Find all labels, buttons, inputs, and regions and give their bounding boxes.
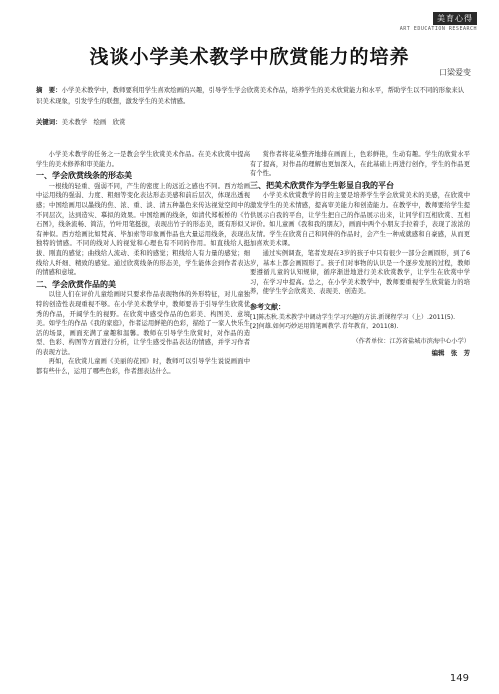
reference-item: [2]何雄.如何巧妙运用简笔画教学.青年教育，2011(8). [250,322,399,330]
abstract-label: 摘 要： [36,86,62,94]
section-subtitle: ART EDUCATION RESEARCH [399,26,477,32]
body-paragraph: 一根线的轻重、强弱不同，产生的密度上的远近之感也不同。西方绘画中运用线的强弱、力度、粗细等变化表达形态美感和前后层次，体现出透视感；中国绘画用以墨线的焦、浓、重、淡、清五种墨色来传达视觉空间中的不同层次，达到造实、摹拟的效果。中国绘画的线条，如清代郑板桥的《竹石图》，线条流畅、简洁，竹叶用笔挺拔，表现出竹子的形态美，既有形似又有神似。西方绘画比如梵高、毕加索等印象画作品也大量运用线条，表现出独特的情感。不同的线对人的视觉和心理也有不同的作用。如直线给人挺拔、刚直的感觉；曲线给人流动、柔和的感觉；粗线给人有力量的感觉；细线给人纤细、精致的感觉。通过欣赏线条的形态美，学生能体会到作者表达的情感和意境。 [36,182,250,277]
section-heading: 二、学会欣赏作品的美 [36,279,116,289]
body-paragraph: 通过实例调查，笔者发现在3岁的孩子中只有很少一部分会画圆形，到了6岁，基本上都会画圆形了。孩子们对事物的认识是一个逐步发展的过程，教师要遵循儿童的认知规律，循序渐进地进行美术欣赏教学，让学生在欣赏中学习，在学习中提高。总之，在小学美术教学中，教师要重视学生欣赏能力的培养，使学生学会欣赏美、表现美、创造美。 [250,249,470,296]
abstract-text: 小学美术教学中，教师要利用学生喜欢绘画的兴趣，引导学生学会欣赏美术作品，培养学生的美术欣赏能力和水平，帮助学生以不同的形象来认识美术现象，引发学生的联想，激发学生的美术情感。 [36,86,465,105]
author-affiliation: （作者单位：江苏省盐城市滨海中心小学） [352,337,470,345]
article-title: 浅谈小学美术教学中欣赏能力的培养 [89,46,410,68]
editor-credit: 编辑 张 芳 [431,349,470,358]
references-heading: 参考文献： [250,302,285,311]
body-paragraph: 小学美术欣赏教学的目的主要是培养学生学会欣赏美术的美感，在欣赏中激发学生的美术情感，提高审美能力和创造能力。在教学中，教师要给学生提供展示自我的平台，让学生把自己的作品展示出来，让同学们互相欣赏、互相评价。如儿童画《我和我的朋友》，画面中两个小朋友手拉着手，表现了浓浓的友情。学生在欣赏自己和同伴的作品时，会产生一种成就感和自豪感，从而更加喜欢美术课。 [250,192,470,248]
body-paragraph: 赏作者将花朵整齐地排在画面上，色彩鲜艳，生动有趣。学生的欣赏水平有了提高，对作品的理解也更加深入，在此基础上再进行创作，学生的作品更有个性。 [250,151,470,178]
section-tag: 美育心得 [433,12,477,25]
reference-item: [1]陈杰秋.美术教学中调动学生学习兴趣的方法.新课程学习（上）.2011(5). [250,313,456,321]
body-paragraph: 以往人们在评价儿童绘画时只要求作品表现物体的外形特征，对儿童独特的创造性表现重视不够。在小学美术教学中，教师要善于引导学生欣赏优秀的作品，开阔学生的视野。在欣赏中感受作品的色彩美、构图美、意境美。如学生的作品《我的家庭》，作者运用鲜艳的色彩，描绘了一家人快乐生活的场景，画面充满了童趣和温馨。教师在引导学生欣赏时，对作品的造型、色彩、构图等方面进行分析，让学生感受作品表达的情感，并学习作者的表现方法。 [36,291,250,356]
abstract [36,85,468,106]
journal-header [377,6,477,32]
author-name: 口梁爱变 [439,68,471,77]
page-number: 149 [449,673,469,684]
keywords [36,117,468,126]
keywords-text: 美术教学 绘画 欣赏 [61,118,126,126]
section-heading: 三、把美术欣赏作为学生彰显自我的平台 [250,180,394,190]
body-paragraph: 再如，在欣赏儿童画《美丽的花园》时，教师可以引导学生说说画面中都有些什么，运用了哪些色彩，作者想表达什么。 [36,358,250,376]
body-paragraph: 小学美术教学的任务之一是教会学生欣赏美术作品。在美术欣赏中提高学生的美术修养和审美能力。 [36,151,250,168]
right-column [250,150,470,359]
section-heading: 一、学会欣赏线条的形态美 [36,171,132,181]
keywords-label: 关键词： [36,118,62,126]
left-column [36,150,250,377]
